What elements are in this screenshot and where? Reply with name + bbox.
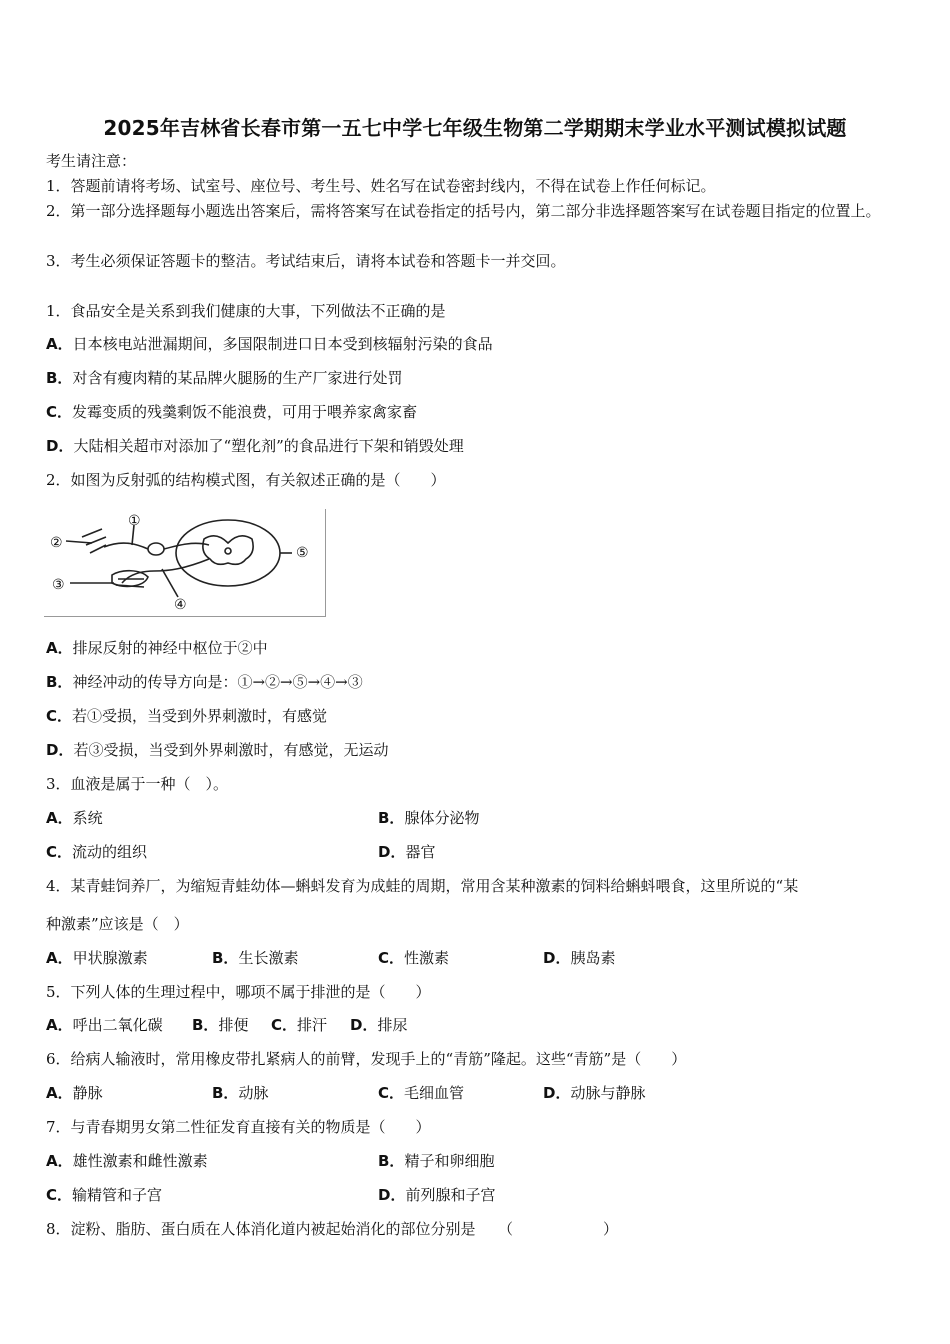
notice-item: 1．答题前请将考场、试室号、座位号、考生号、姓名写在试卷密封线内，不得在试卷上作任何标记。 bbox=[46, 177, 716, 195]
question-stem: 3．血液是属于一种（ ）。 bbox=[46, 775, 229, 793]
page-title: 2025年吉林省长春市第一五七中学七年级生物第二学期期末学业水平测试模拟试题 bbox=[103, 116, 847, 140]
option: D．前列腺和子宫 bbox=[378, 1186, 496, 1204]
option: A．甲状腺激素 bbox=[46, 949, 148, 967]
reflex-arc-figure bbox=[44, 509, 326, 617]
option: D．排尿 bbox=[350, 1016, 408, 1034]
option: A．日本核电站泄漏期间，多国限制进口日本受到核辐射污染的食品 bbox=[46, 335, 493, 353]
option: B．对含有瘦肉精的某品牌火腿肠的生产厂家进行处罚 bbox=[46, 369, 403, 387]
option: C．排汗 bbox=[271, 1016, 328, 1034]
notice-item: 2．第一部分选择题每小题选出答案后，需将答案写在试卷指定的括号内，第二部分非选择题答案写在试卷题目指定的位置上。 bbox=[46, 202, 881, 220]
option: B．动脉 bbox=[212, 1084, 269, 1102]
option: D．器官 bbox=[378, 843, 436, 861]
notice-item: 3．考生必须保证答题卡的整洁。考试结束后，请将本试卷和答题卡一并交回。 bbox=[46, 252, 566, 270]
option: B．腺体分泌物 bbox=[378, 809, 480, 827]
option: A．排尿反射的神经中枢位于②中 bbox=[46, 639, 268, 657]
option: B．生长激素 bbox=[212, 949, 299, 967]
option: A．系统 bbox=[46, 809, 103, 827]
option: C．毛细血管 bbox=[378, 1084, 465, 1102]
notice-heading: 考生请注意： bbox=[46, 152, 137, 170]
option: C．输精管和子宫 bbox=[46, 1186, 163, 1204]
question-stem: 5．下列人体的生理过程中，哪项不属于排泄的是（ ） bbox=[46, 983, 431, 1001]
question-stem: 7．与青春期男女第二性征发育直接有关的物质是（ ） bbox=[46, 1118, 431, 1136]
option: C．若①受损，当受到外界刺激时，有感觉 bbox=[46, 707, 328, 725]
option: A．呼出二氧化碳 bbox=[46, 1016, 163, 1034]
figure-label: ② bbox=[50, 535, 63, 551]
option: D．动脉与静脉 bbox=[543, 1084, 646, 1102]
question-stem: 8．淀粉、脂肪、蛋白质在人体消化道内被起始消化的部位分别是 （ ） bbox=[46, 1220, 619, 1238]
question-stem: 种激素”应该是（ ） bbox=[46, 915, 189, 933]
option: B．神经冲动的传导方向是：①→②→⑤→④→③ bbox=[46, 673, 363, 691]
figure-label: ① bbox=[128, 513, 141, 529]
question-stem: 4．某青蛙饲养厂，为缩短青蛙幼体—蝌蚪发育为成蛙的周期，常用含某种激素的饲料给蝌蚪喂食，这里所说的“某 bbox=[46, 877, 799, 895]
option: D．若③受损，当受到外界刺激时，有感觉，无运动 bbox=[46, 741, 389, 759]
option: C．发霉变质的残羹剩饭不能浪费，可用于喂养家禽家畜 bbox=[46, 403, 418, 421]
figure-label: ③ bbox=[52, 577, 65, 593]
question-stem: 2．如图为反射弧的结构模式图，有关叙述正确的是（ ） bbox=[46, 471, 446, 489]
figure-label: ⑤ bbox=[296, 545, 309, 561]
option: A．静脉 bbox=[46, 1084, 103, 1102]
option: B．排便 bbox=[192, 1016, 249, 1034]
option: C．性激素 bbox=[378, 949, 450, 967]
question-stem: 1．食品安全是关系到我们健康的大事，下列做法不正确的是 bbox=[46, 302, 446, 320]
option: C．流动的组织 bbox=[46, 843, 148, 861]
option: B．精子和卵细胞 bbox=[378, 1152, 495, 1170]
option: D．胰岛素 bbox=[543, 949, 616, 967]
option: A．雄性激素和雌性激素 bbox=[46, 1152, 208, 1170]
option: D．大陆相关超市对添加了“塑化剂”的食品进行下架和销毁处理 bbox=[46, 437, 464, 455]
question-stem: 6．给病人输液时，常用橡皮带扎紧病人的前臂，发现手上的“青筋”隆起。这些“青筋”是（ ） bbox=[46, 1050, 687, 1068]
figure-label: ④ bbox=[174, 597, 187, 613]
